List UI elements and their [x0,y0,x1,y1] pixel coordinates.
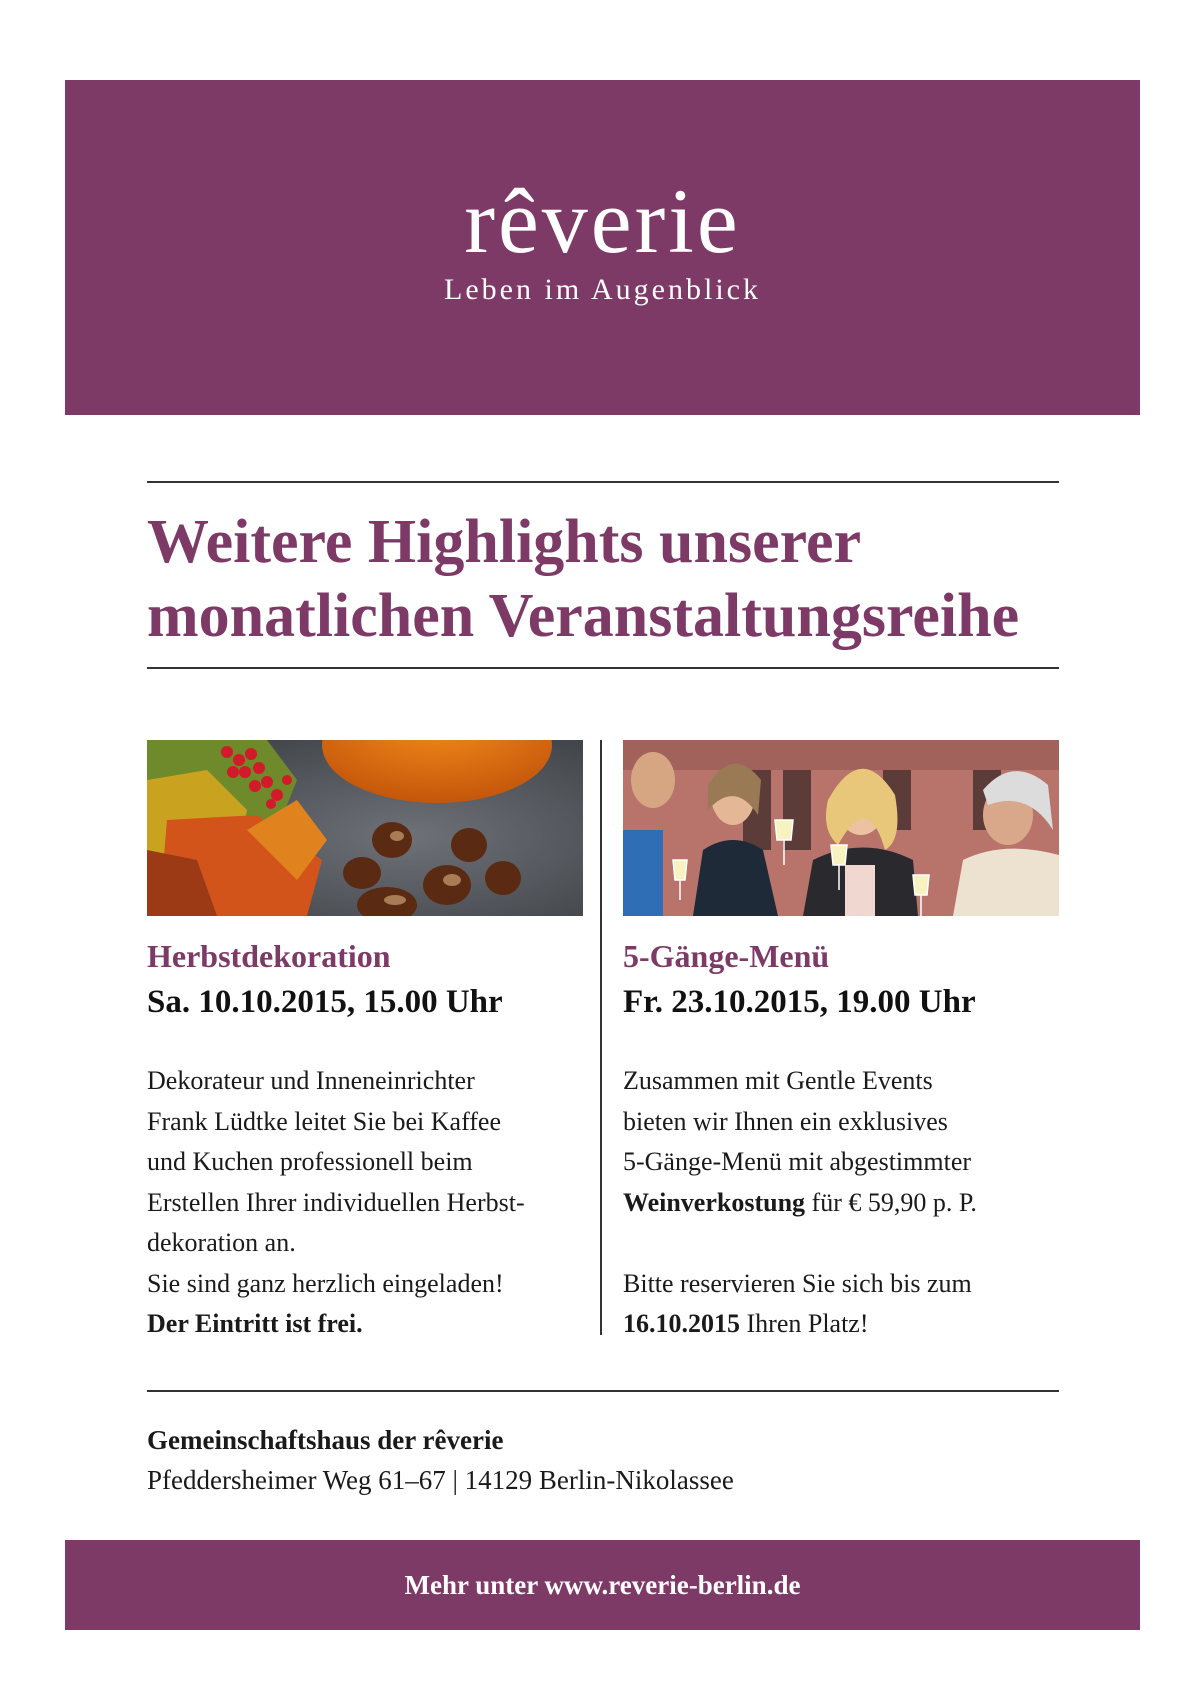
footer-banner [65,1540,1140,1630]
event-description [623,1061,1063,1345]
event-text-line [623,1304,1063,1345]
event-text-line: bieten wir Ihnen ein exklusives [623,1106,948,1136]
reservation-deadline: 16.10.2015 [623,1309,740,1338]
event-herbstdekoration [147,935,587,1345]
event-text-line: und Kuchen professionell beim [147,1147,473,1176]
brand-name: rêverie [464,170,741,272]
brand-logo [65,170,1140,307]
event-text-line: Bitte reservieren Sie sich bis zum [623,1268,972,1298]
event-text-line: Zusammen mit Gentle Events [623,1066,933,1095]
page-title [147,505,1059,653]
divider-top [147,481,1059,483]
event-title: Herbstdekoration [147,938,391,974]
event-text-line: 5-Gänge-Menü mit abgestimmter [623,1147,972,1176]
event-text-line [623,1183,1063,1224]
venue-name: Gemeinschaftshaus der rêverie [147,1425,504,1455]
event-text-line: Dekorateur und Inneneinrichter [147,1066,475,1095]
event-text-line: dekoration an. [147,1228,296,1257]
price-text: für € 59,90 p. P. [805,1187,977,1217]
divider-bottom [147,1390,1059,1392]
event-text-line: Sie sind ganz herzlich eingeladen! [147,1268,504,1298]
event-date: Fr. 23.10.2015, 19.00 Uhr [623,984,976,1020]
venue-address [147,1420,734,1500]
divider-below-title [147,667,1059,669]
event-description [147,1061,587,1345]
column-divider [600,740,602,1335]
wine-tasting-highlight: Weinverkostung [623,1187,806,1217]
brand-header [65,80,1140,415]
brand-tagline: Leben im Augenblick [444,273,761,306]
reservation-text: Ihren Platz! [740,1309,869,1338]
venue-street: Pfeddersheimer Weg 61–67 | 14129 Berlin-Nikolassee [147,1465,734,1495]
website-link[interactable]: Mehr unter www.reverie-berlin.de [404,1570,801,1600]
free-entry-note: Der Eintritt ist frei. [147,1309,363,1338]
event-text-line: Frank Lüdtke leitet Sie bei Kaffee [147,1106,502,1136]
wine-tasting-photo [623,740,1059,916]
page-title-line-1: Weitere Highlights unserer [147,508,862,576]
event-text-line: Erstellen Ihrer individuellen Herbst- [147,1187,525,1217]
autumn-decoration-photo [147,740,583,916]
page-title-line-2: monatlichen Veranstaltungsreihe [147,582,1020,650]
event-title: 5-Gänge-Menü [623,938,830,974]
paragraph-gap [623,1223,1063,1264]
event-date: Sa. 10.10.2015, 15.00 Uhr [147,984,503,1020]
event-5-gaenge-menue [623,935,1063,1345]
